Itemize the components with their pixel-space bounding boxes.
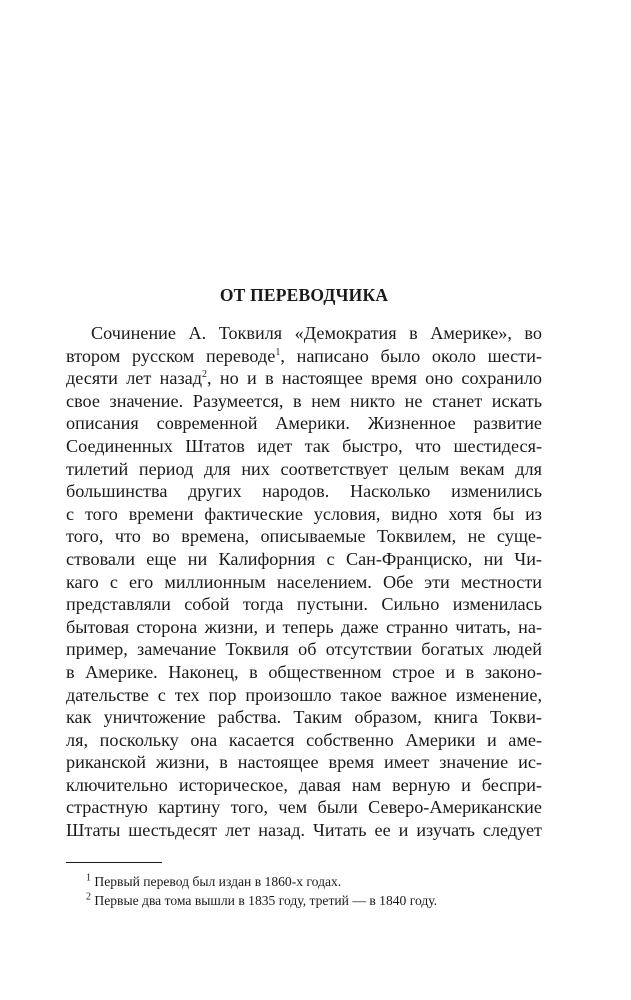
chapter-heading: ОТ ПЕРЕВОДЧИКА [219,285,389,305]
text-line: с того времени фактические условия, видно хотя бы из [66,503,542,524]
footnote-ref-2: 2 [201,369,207,381]
text-line: ля, поскольку она касается собственно Америки и аме- [66,729,542,750]
text-line: десяти лет назад$^2$, но и в настоящее время оно сохранило [66,368,543,389]
footnote-text: Первые два тома вышли в 1835 году, третий — в 1840 году. [91,893,438,908]
text-line: бытовая сторона жизни, и теперь даже странно читать, на- [66,616,542,637]
text-line: большинства других народов. Насколько изменились [66,481,542,502]
footnote-text: Первый перевод был издан в 1860-х годах. [91,874,342,889]
footnote-ref-1: 1 [275,346,281,358]
text-line: дательстве с тех пор произошло такое важное изменение, [66,684,542,705]
footnote-number: 2 [86,891,91,903]
text-line: того, что во времена, описываемые Токвилем, не суще- [66,526,542,547]
text-line: свое значение. Разумеется, в нем никто не станет искать [66,390,542,411]
text-line: Сочинение А. Токвиля «Демократия в Америке», во [91,323,542,343]
footnotes [66,872,542,910]
footnote-1 [66,872,542,891]
text-line: пример, замечание Токвиля об отсутствии богатых людей [66,639,542,660]
text-line: в Америке. Наконец, в общественном строе и в законо- [66,661,542,682]
text-line: тилетий период для них соответствует целым векам для [66,458,542,479]
text-line: ствовали еще ни Калифорния с Сан-Франциско, ни Чи- [66,548,542,569]
text-line: как уничтожение рабства. Таким образом, книга Токви- [66,707,542,728]
text-line: Штаты шестьдесят лет назад. Читать ее и изучать следует [66,820,542,841]
text-line: каго с его миллионным населением. Обе эти местности [66,571,542,592]
text-line: ключительно историческое, давая нам верную и беспри- [66,774,542,795]
footnote-number: 1 [86,872,91,884]
text-line: Соединенных Штатов идет так быстро, что шестидеся- [66,435,542,456]
text-line: описания современной Америки. Жизненное развитие [66,413,542,434]
text-line: риканской жизни, в настоящее время имеет значение ис- [66,752,542,773]
body-text [66,322,542,842]
footnote-2 [66,891,542,910]
footnote-divider [66,862,162,863]
text-line: представляли собой тогда пустыни. Сильно изменилась [66,594,542,615]
text-line: втором русском переводе$^1$, написано было около шести- [66,345,542,366]
text-line: страстную картину того, чем были Северо-Американские [66,797,542,818]
